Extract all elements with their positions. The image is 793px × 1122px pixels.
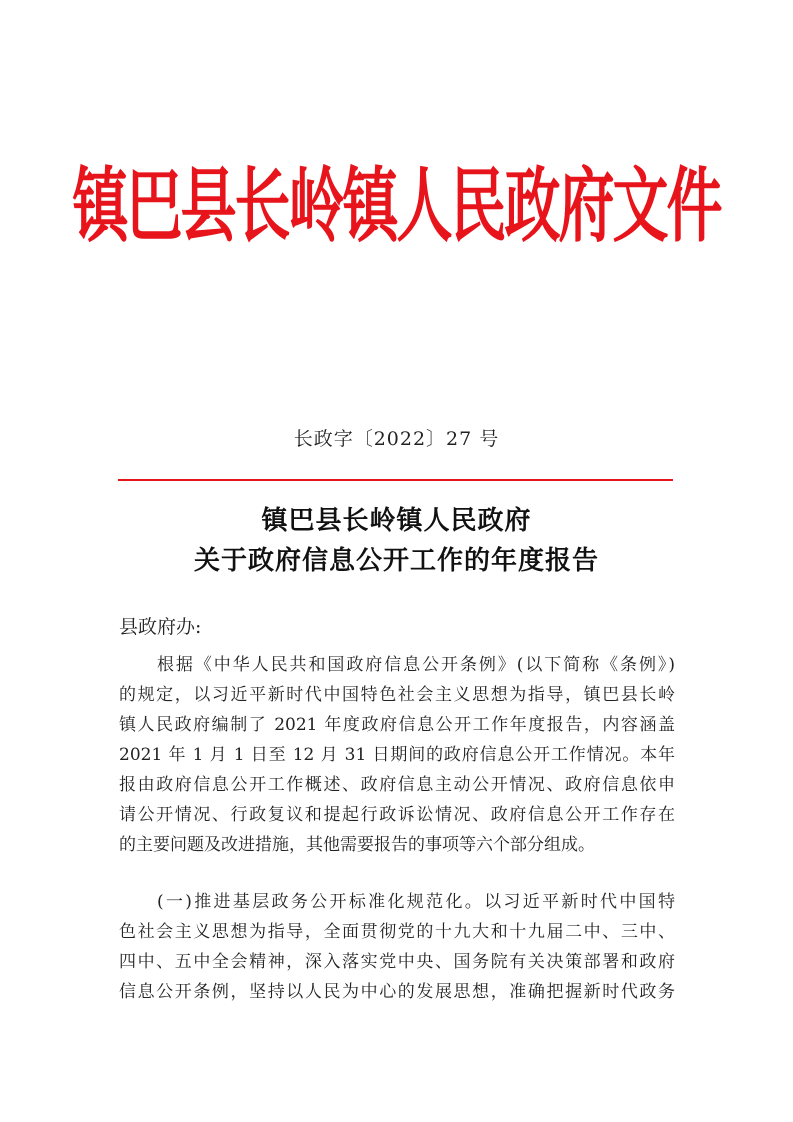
paragraph-line: 的规定，以习近平新时代中国特色社会主义思想为指导，镇巴县长岭 <box>119 685 675 705</box>
paragraph-line: 信息公开条例，坚持以人民为中心的发展思想，准确把握新时代政务 <box>119 982 675 1002</box>
paragraph-line: 四中、五中全会精神，深入落实党中央、国务院有关决策部署和政府 <box>119 952 675 972</box>
document-title-line-1: 镇巴县长岭镇人民政府 <box>261 506 532 536</box>
paragraph-line: (一)推进基层政务公开标准化规范化。以习近平新时代中国特 <box>157 892 675 912</box>
paragraph-line: 镇人民政府编制了 2021 年度政府信息公开工作年度报告，内容涵盖 <box>119 715 675 735</box>
paragraph-line: 根据《中华人民共和国政府信息公开条例》(以下简称《条例》) <box>157 655 675 675</box>
paragraph-section-one <box>119 887 675 1007</box>
paragraph-intro <box>119 650 675 860</box>
paragraph-line: 请公开情况、行政复议和提起行政诉讼情况、政府信息公开工作存在 <box>119 805 675 825</box>
masthead-title: 镇巴县长岭镇人民政府文件 <box>72 158 721 255</box>
red-divider-line <box>118 479 673 481</box>
paragraph-line: 的主要问题及改进措施，其他需要报告的事项等六个部分组成。 <box>119 835 595 855</box>
salutation: 县政府办: <box>119 616 202 638</box>
paragraph-line: 2021 年 1 月 1 日至 12 月 31 日期间的政府信息公开工作情况。本年 <box>119 745 675 765</box>
paragraph-line: 报由政府信息公开工作概述、政府信息主动公开情况、政府信息依申 <box>119 775 675 795</box>
document-number: 长政字〔2022〕27 号 <box>293 428 500 450</box>
document-title-line-2: 关于政府信息公开工作的年度报告 <box>193 546 599 576</box>
paragraph-line: 色社会主义思想为指导，全面贯彻党的十九大和十九届二中、三中、 <box>119 922 675 942</box>
